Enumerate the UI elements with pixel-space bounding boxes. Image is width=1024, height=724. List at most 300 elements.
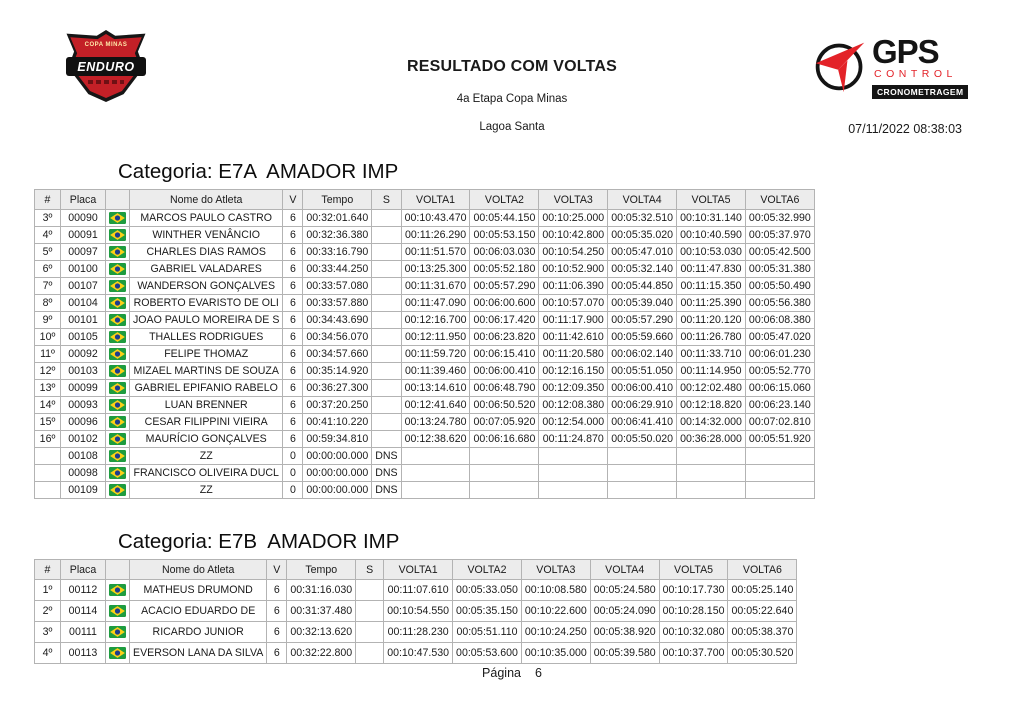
athlete-name-cell: THALLES RODRIGUES — [130, 329, 283, 346]
laps-cell: 6 — [283, 278, 303, 295]
volta6-cell — [745, 482, 814, 499]
volta4-cell: 00:05:50.020 — [608, 431, 677, 448]
plate-cell: 00101 — [61, 312, 106, 329]
table-row — [35, 622, 797, 643]
volta2-cell: 00:06:23.820 — [470, 329, 539, 346]
volta2-cell: 00:06:00.410 — [470, 363, 539, 380]
volta2-cell: 00:05:52.180 — [470, 261, 539, 278]
volta2-cell: 00:06:15.410 — [470, 346, 539, 363]
volta1-cell: 00:10:47.530 — [384, 643, 453, 664]
flag-cell — [106, 448, 130, 465]
position-cell: 3º — [35, 622, 61, 643]
column-header-athlete-name: Nome do Atleta — [130, 560, 267, 580]
volta5-cell: 00:10:53.030 — [677, 244, 746, 261]
volta1-cell — [401, 448, 470, 465]
gps-control-logo — [812, 33, 964, 100]
column-header-volta6: VOLTA6 — [745, 190, 814, 210]
status-cell — [372, 346, 401, 363]
brazil-flag-icon — [109, 229, 126, 241]
column-header-volta1: VOLTA1 — [384, 560, 453, 580]
plate-cell: 00097 — [61, 244, 106, 261]
volta4-cell: 00:05:32.510 — [608, 210, 677, 227]
volta1-cell: 00:11:47.090 — [401, 295, 470, 312]
category-title-e7a: Categoria: E7A AMADOR IMP — [118, 160, 399, 183]
table-row — [35, 295, 815, 312]
column-header-volta1: VOLTA1 — [401, 190, 470, 210]
volta2-cell: 00:05:53.600 — [453, 643, 522, 664]
table-row — [35, 397, 815, 414]
laps-cell: 0 — [283, 448, 303, 465]
volta1-cell: 00:11:28.230 — [384, 622, 453, 643]
flag-cell — [106, 227, 130, 244]
athlete-name-cell: WANDERSON GONÇALVES — [130, 278, 283, 295]
volta6-cell: 00:05:56.380 — [745, 295, 814, 312]
plate-cell: 00098 — [61, 465, 106, 482]
table-header-row — [35, 560, 797, 580]
report-datetime: 07/11/2022 08:38:03 — [848, 122, 962, 136]
plate-cell: 00105 — [61, 329, 106, 346]
flag-cell — [106, 580, 130, 601]
brazil-flag-icon — [109, 280, 126, 292]
laps-cell: 6 — [283, 227, 303, 244]
volta2-cell: 00:05:53.150 — [470, 227, 539, 244]
volta5-cell: 00:10:40.590 — [677, 227, 746, 244]
volta4-cell: 00:05:47.010 — [608, 244, 677, 261]
volta1-cell — [401, 482, 470, 499]
volta6-cell: 00:06:23.140 — [745, 397, 814, 414]
total-time-cell: 00:35:14.920 — [303, 363, 372, 380]
position-cell — [35, 448, 61, 465]
column-header-volta2: VOLTA2 — [453, 560, 522, 580]
flag-cell — [106, 312, 130, 329]
laps-cell: 0 — [283, 465, 303, 482]
volta2-cell: 00:05:44.150 — [470, 210, 539, 227]
total-time-cell: 00:32:36.380 — [303, 227, 372, 244]
volta3-cell: 00:12:08.380 — [539, 397, 608, 414]
volta2-cell: 00:05:35.150 — [453, 601, 522, 622]
plate-cell: 00112 — [61, 580, 106, 601]
column-header-flag — [106, 190, 130, 210]
volta5-cell — [677, 465, 746, 482]
athlete-name-cell: FELIPE THOMAZ — [130, 346, 283, 363]
brazil-flag-icon — [109, 212, 126, 224]
volta4-cell: 00:06:41.410 — [608, 414, 677, 431]
volta5-cell: 00:12:02.480 — [677, 380, 746, 397]
volta5-cell: 00:12:18.820 — [677, 397, 746, 414]
plate-cell: 00109 — [61, 482, 106, 499]
volta4-cell: 00:05:44.850 — [608, 278, 677, 295]
volta3-cell: 00:10:25.000 — [539, 210, 608, 227]
plate-cell: 00113 — [61, 643, 106, 664]
table-row — [35, 210, 815, 227]
flag-cell — [106, 244, 130, 261]
brazil-flag-icon — [109, 348, 126, 360]
position-cell: 16º — [35, 431, 61, 448]
plate-cell: 00090 — [61, 210, 106, 227]
status-cell — [372, 363, 401, 380]
volta4-cell: 00:05:32.140 — [608, 261, 677, 278]
flag-cell — [106, 601, 130, 622]
volta4-cell — [608, 482, 677, 499]
volta4-cell — [608, 448, 677, 465]
brazil-flag-icon — [109, 484, 126, 496]
brazil-flag-icon — [109, 467, 126, 479]
column-header-athlete-name: Nome do Atleta — [130, 190, 283, 210]
volta6-cell: 00:05:52.770 — [745, 363, 814, 380]
volta2-cell — [470, 465, 539, 482]
total-time-cell: 00:32:01.640 — [303, 210, 372, 227]
table-row — [35, 431, 815, 448]
volta3-cell: 00:11:20.580 — [539, 346, 608, 363]
volta6-cell: 00:05:38.370 — [728, 622, 797, 643]
gps-compass-icon — [812, 38, 868, 94]
volta4-cell: 00:05:35.020 — [608, 227, 677, 244]
volta3-cell: 00:10:35.000 — [521, 643, 590, 664]
enduro-logo-main-text: ENDURO — [77, 59, 135, 74]
laps-cell: 6 — [283, 244, 303, 261]
total-time-cell: 00:31:37.480 — [287, 601, 356, 622]
volta4-cell: 00:05:24.580 — [590, 580, 659, 601]
plate-cell: 00103 — [61, 363, 106, 380]
status-cell — [356, 622, 384, 643]
column-header-status: S — [356, 560, 384, 580]
column-header-volta3: VOLTA3 — [521, 560, 590, 580]
table-row — [35, 363, 815, 380]
status-cell — [372, 210, 401, 227]
volta5-cell: 00:11:47.830 — [677, 261, 746, 278]
athlete-name-cell: RICARDO JUNIOR — [130, 622, 267, 643]
flag-cell — [106, 414, 130, 431]
volta5-cell: 00:10:17.730 — [659, 580, 728, 601]
volta6-cell: 00:05:47.020 — [745, 329, 814, 346]
volta2-cell: 00:06:50.520 — [470, 397, 539, 414]
column-header-volta4: VOLTA4 — [608, 190, 677, 210]
volta6-cell: 00:07:02.810 — [745, 414, 814, 431]
laps-cell: 6 — [283, 312, 303, 329]
total-time-cell: 00:00:00.000 — [303, 482, 372, 499]
table-header-row — [35, 190, 815, 210]
brazil-flag-icon — [109, 297, 126, 309]
volta3-cell: 00:10:54.250 — [539, 244, 608, 261]
table-row — [35, 312, 815, 329]
position-cell: 6º — [35, 261, 61, 278]
volta2-cell: 00:06:48.790 — [470, 380, 539, 397]
laps-cell: 6 — [267, 580, 287, 601]
status-cell: DNS — [372, 448, 401, 465]
volta2-cell: 00:05:51.110 — [453, 622, 522, 643]
volta1-cell: 00:12:11.950 — [401, 329, 470, 346]
brazil-flag-icon — [109, 314, 126, 326]
volta3-cell — [539, 482, 608, 499]
volta6-cell: 00:05:50.490 — [745, 278, 814, 295]
gps-logo-subtext: CONTROL — [874, 68, 957, 81]
table-row — [35, 329, 815, 346]
volta3-cell: 00:10:08.580 — [521, 580, 590, 601]
column-header-volta5: VOLTA5 — [677, 190, 746, 210]
volta4-cell — [608, 465, 677, 482]
table-row — [35, 580, 797, 601]
volta5-cell: 00:11:25.390 — [677, 295, 746, 312]
document-header — [262, 58, 762, 133]
position-cell: 11º — [35, 346, 61, 363]
volta5-cell: 00:11:33.710 — [677, 346, 746, 363]
volta3-cell: 00:10:52.900 — [539, 261, 608, 278]
table-row — [35, 448, 815, 465]
total-time-cell: 00:33:57.080 — [303, 278, 372, 295]
volta3-cell: 00:12:16.150 — [539, 363, 608, 380]
category-section-e7a — [34, 160, 815, 499]
athlete-name-cell: WINTHER VENÂNCIO — [130, 227, 283, 244]
total-time-cell: 00:34:56.070 — [303, 329, 372, 346]
plate-cell: 00114 — [61, 601, 106, 622]
athlete-name-cell: LUAN BRENNER — [130, 397, 283, 414]
status-cell — [372, 261, 401, 278]
volta3-cell: 00:10:22.600 — [521, 601, 590, 622]
volta5-cell: 00:10:28.150 — [659, 601, 728, 622]
table-row — [35, 465, 815, 482]
volta4-cell: 00:06:29.910 — [608, 397, 677, 414]
volta6-cell: 00:05:32.990 — [745, 210, 814, 227]
athlete-name-cell: EVERSON LANA DA SILVA — [130, 643, 267, 664]
total-time-cell: 00:34:57.660 — [303, 346, 372, 363]
volta1-cell: 00:11:51.570 — [401, 244, 470, 261]
volta5-cell: 00:14:32.000 — [677, 414, 746, 431]
volta4-cell: 00:05:24.090 — [590, 601, 659, 622]
volta1-cell: 00:12:16.700 — [401, 312, 470, 329]
enduro-copa-minas-logo — [64, 30, 148, 102]
volta1-cell: 00:10:43.470 — [401, 210, 470, 227]
position-cell: 15º — [35, 414, 61, 431]
volta6-cell: 00:05:30.520 — [728, 643, 797, 664]
column-header-status: S — [372, 190, 401, 210]
page-label: Página — [482, 666, 521, 680]
column-header-flag — [106, 560, 130, 580]
status-cell — [372, 431, 401, 448]
volta6-cell: 00:05:37.970 — [745, 227, 814, 244]
athlete-name-cell: MIZAEL MARTINS DE SOUZA — [130, 363, 283, 380]
volta3-cell: 00:11:24.870 — [539, 431, 608, 448]
enduro-logo-sub-decoration — [88, 80, 124, 84]
page-title: RESULTADO COM VOLTAS — [407, 58, 617, 75]
volta3-cell: 00:11:42.610 — [539, 329, 608, 346]
flag-cell — [106, 465, 130, 482]
volta2-cell: 00:06:03.030 — [470, 244, 539, 261]
position-cell — [35, 482, 61, 499]
flag-cell — [106, 278, 130, 295]
total-time-cell: 00:31:16.030 — [287, 580, 356, 601]
flag-cell — [106, 210, 130, 227]
laps-cell: 6 — [283, 295, 303, 312]
volta5-cell: 00:11:26.780 — [677, 329, 746, 346]
brazil-flag-icon — [109, 416, 126, 428]
brazil-flag-icon — [109, 584, 126, 596]
total-time-cell: 00:33:57.880 — [303, 295, 372, 312]
plate-cell: 00091 — [61, 227, 106, 244]
event-location: Lagoa Santa — [479, 121, 545, 133]
position-cell: 1º — [35, 580, 61, 601]
column-header-plate: Placa — [61, 190, 106, 210]
volta3-cell: 00:10:42.800 — [539, 227, 608, 244]
volta1-cell: 00:11:31.670 — [401, 278, 470, 295]
category-section-e7b — [34, 530, 797, 664]
total-time-cell: 00:34:43.690 — [303, 312, 372, 329]
status-cell — [372, 380, 401, 397]
plate-cell: 00099 — [61, 380, 106, 397]
volta5-cell: 00:11:15.350 — [677, 278, 746, 295]
total-time-cell: 00:37:20.250 — [303, 397, 372, 414]
status-cell — [356, 601, 384, 622]
plate-cell: 00107 — [61, 278, 106, 295]
enduro-logo-top-text: COPA MINAS — [84, 42, 128, 48]
volta3-cell — [539, 465, 608, 482]
total-time-cell: 00:32:13.620 — [287, 622, 356, 643]
athlete-name-cell: ZZ — [130, 448, 283, 465]
volta5-cell: 00:36:28.000 — [677, 431, 746, 448]
brazil-flag-icon — [109, 399, 126, 411]
volta1-cell: 00:11:59.720 — [401, 346, 470, 363]
column-header-total-time: Tempo — [287, 560, 356, 580]
athlete-name-cell: ROBERTO EVARISTO DE OLI — [130, 295, 283, 312]
flag-cell — [106, 643, 130, 664]
volta1-cell: 00:11:26.290 — [401, 227, 470, 244]
volta1-cell: 00:13:14.610 — [401, 380, 470, 397]
flag-cell — [106, 622, 130, 643]
volta6-cell: 00:06:08.380 — [745, 312, 814, 329]
athlete-name-cell: CESAR FILIPPINI VIEIRA — [130, 414, 283, 431]
volta2-cell: 00:06:16.680 — [470, 431, 539, 448]
total-time-cell: 00:36:27.300 — [303, 380, 372, 397]
volta3-cell: 00:11:06.390 — [539, 278, 608, 295]
total-time-cell: 00:33:16.790 — [303, 244, 372, 261]
volta4-cell: 00:06:00.410 — [608, 380, 677, 397]
volta6-cell: 00:05:22.640 — [728, 601, 797, 622]
plate-cell: 00093 — [61, 397, 106, 414]
athlete-name-cell: CHARLES DIAS RAMOS — [130, 244, 283, 261]
status-cell — [372, 227, 401, 244]
plate-cell: 00092 — [61, 346, 106, 363]
flag-cell — [106, 431, 130, 448]
athlete-name-cell: FRANCISCO OLIVEIRA DUCL — [130, 465, 283, 482]
volta1-cell: 00:13:24.780 — [401, 414, 470, 431]
category-title-e7b: Categoria: E7B AMADOR IMP — [118, 530, 400, 553]
table-row — [35, 244, 815, 261]
flag-cell — [106, 261, 130, 278]
table-row — [35, 414, 815, 431]
status-cell — [372, 312, 401, 329]
status-cell: DNS — [372, 482, 401, 499]
volta6-cell: 00:06:01.230 — [745, 346, 814, 363]
column-header-position: # — [35, 560, 61, 580]
volta6-cell — [745, 448, 814, 465]
page-number: 6 — [534, 666, 542, 680]
flag-cell — [106, 482, 130, 499]
volta5-cell: 00:11:20.120 — [677, 312, 746, 329]
position-cell: 12º — [35, 363, 61, 380]
position-cell: 7º — [35, 278, 61, 295]
total-time-cell: 00:59:34.810 — [303, 431, 372, 448]
status-cell — [372, 295, 401, 312]
table-row — [35, 227, 815, 244]
total-time-cell: 00:00:00.000 — [303, 465, 372, 482]
volta2-cell: 00:05:33.050 — [453, 580, 522, 601]
volta1-cell — [401, 465, 470, 482]
table-row — [35, 380, 815, 397]
table-row — [35, 261, 815, 278]
volta3-cell — [539, 448, 608, 465]
volta6-cell — [745, 465, 814, 482]
brazil-flag-icon — [109, 433, 126, 445]
volta4-cell: 00:06:02.140 — [608, 346, 677, 363]
flag-cell — [106, 295, 130, 312]
volta5-cell: 00:10:37.700 — [659, 643, 728, 664]
volta5-cell: 00:11:14.950 — [677, 363, 746, 380]
column-header-volta5: VOLTA5 — [659, 560, 728, 580]
column-header-volta4: VOLTA4 — [590, 560, 659, 580]
athlete-name-cell: GABRIEL VALADARES — [130, 261, 283, 278]
volta4-cell: 00:05:39.580 — [590, 643, 659, 664]
volta6-cell: 00:06:15.060 — [745, 380, 814, 397]
brazil-flag-icon — [109, 263, 126, 275]
column-header-position: # — [35, 190, 61, 210]
volta6-cell: 00:05:25.140 — [728, 580, 797, 601]
gps-logo-text: GPS — [872, 33, 939, 70]
volta2-cell: 00:06:17.420 — [470, 312, 539, 329]
position-cell: 2º — [35, 601, 61, 622]
brazil-flag-icon — [109, 365, 126, 377]
volta3-cell: 00:12:54.000 — [539, 414, 608, 431]
gps-logo-tagline: CRONOMETRAGEM — [872, 85, 968, 99]
volta1-cell: 00:11:39.460 — [401, 363, 470, 380]
laps-cell: 6 — [283, 261, 303, 278]
laps-cell: 6 — [283, 363, 303, 380]
laps-cell: 6 — [267, 622, 287, 643]
athlete-name-cell: MARCOS PAULO CASTRO — [130, 210, 283, 227]
laps-cell: 6 — [283, 329, 303, 346]
athlete-name-cell: MAURÍCIO GONÇALVES — [130, 431, 283, 448]
brazil-flag-icon — [109, 246, 126, 258]
brazil-flag-icon — [109, 626, 126, 638]
status-cell: DNS — [372, 465, 401, 482]
brazil-flag-icon — [109, 382, 126, 394]
brazil-flag-icon — [109, 450, 126, 462]
volta1-cell: 00:12:41.640 — [401, 397, 470, 414]
athlete-name-cell: ZZ — [130, 482, 283, 499]
table-row — [35, 482, 815, 499]
volta3-cell: 00:10:57.070 — [539, 295, 608, 312]
position-cell — [35, 465, 61, 482]
athlete-name-cell: JOAO PAULO MOREIRA DE S — [130, 312, 283, 329]
flag-cell — [106, 363, 130, 380]
column-header-laps: V — [283, 190, 303, 210]
volta2-cell: 00:07:05.920 — [470, 414, 539, 431]
table-row — [35, 278, 815, 295]
brazil-flag-icon — [109, 331, 126, 343]
position-cell: 4º — [35, 227, 61, 244]
volta3-cell: 00:10:24.250 — [521, 622, 590, 643]
position-cell: 5º — [35, 244, 61, 261]
athlete-name-cell: GABRIEL EPIFANIO RABELO — [130, 380, 283, 397]
laps-cell: 6 — [283, 397, 303, 414]
position-cell: 13º — [35, 380, 61, 397]
laps-cell: 0 — [283, 482, 303, 499]
volta6-cell: 00:05:42.500 — [745, 244, 814, 261]
plate-cell: 00100 — [61, 261, 106, 278]
laps-cell: 6 — [267, 601, 287, 622]
status-cell — [372, 244, 401, 261]
volta4-cell: 00:05:59.660 — [608, 329, 677, 346]
brazil-flag-icon — [109, 647, 126, 659]
table-row — [35, 643, 797, 664]
